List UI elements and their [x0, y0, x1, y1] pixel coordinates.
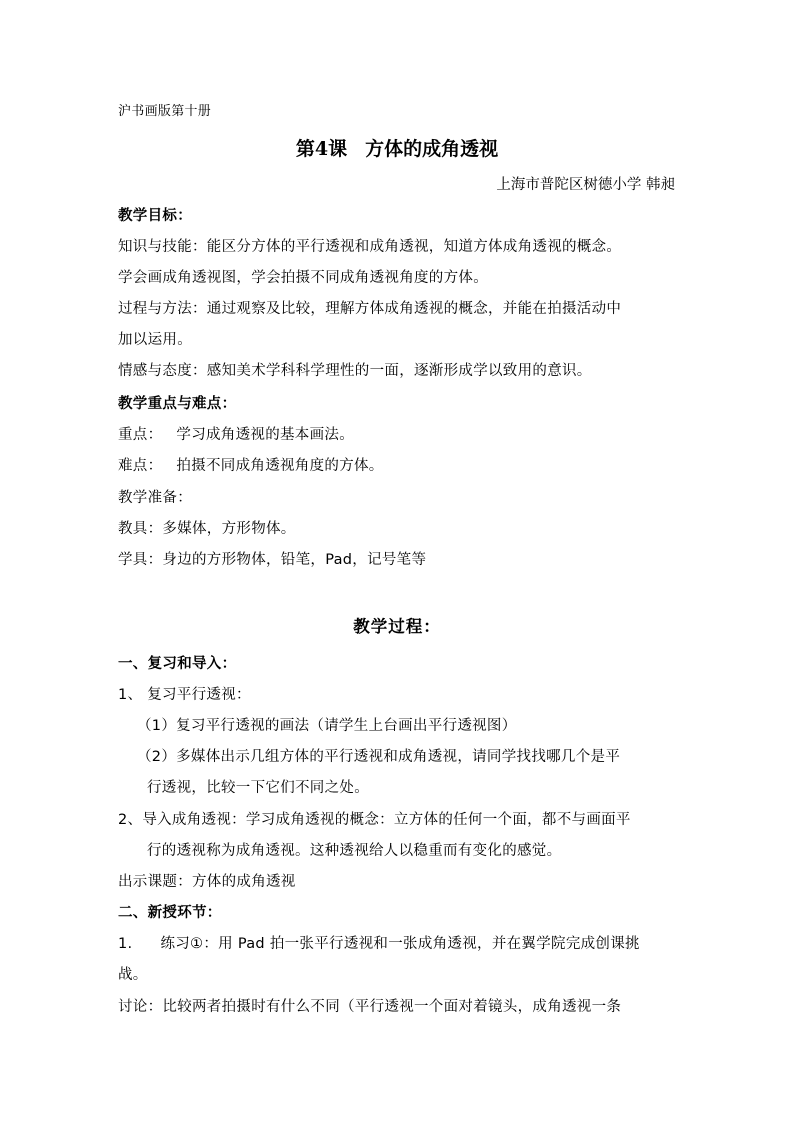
section2-exercise-line1 [118, 934, 640, 954]
teacher-tools: 教具：多媒体，方形物体。 [118, 521, 296, 537]
section1-item2-line2: 行的透视称为成角透视。这种透视给人以稳重而有变化的感觉。 [147, 843, 562, 859]
process-heading: 教学过程： [353, 617, 441, 636]
lesson-topic: 方体的成角透视 [365, 138, 499, 160]
section1-item1: 1、 复习平行透视： [118, 687, 251, 703]
objective-attitude: 情感与态度：感知美术学科科学理性的一面，逐渐形成学以致用的意识。 [118, 363, 592, 379]
student-tools: 学具：身边的方形物体，铅笔，Pad，记号笔等 [118, 552, 427, 568]
focus-line [118, 425, 354, 445]
section1-heading: 一、复习和导入： [118, 656, 237, 672]
difficulty-text: 拍摄不同成角透视角度的方体。 [176, 458, 384, 474]
key-points-heading: 教学重点与难点： [118, 396, 237, 412]
section2-exercise-line2: 战。 [118, 967, 148, 983]
section1-item2-line1: 2、导入成角透视：学习成角透视的概念：立方体的任何一个面，都不与画面平 [118, 812, 631, 828]
objective-knowledge-line1: 知识与技能：能区分方体的平行透视和成角透视，知道方体成角透视的概念。 [118, 239, 622, 255]
section2-discussion: 讨论：比较两者拍摄时有什么不同（平行透视一个面对着镜头，成角透视一条 [118, 999, 622, 1015]
lesson-number: 第4课 [295, 138, 348, 160]
difficulty-label: 难点： [118, 458, 163, 474]
section2-heading: 二、新授环节： [118, 905, 222, 921]
series-label: 沪书画版第十册 [118, 104, 212, 119]
exercise-number: 1. [118, 936, 133, 952]
objective-process-line2: 加以运用。 [118, 332, 192, 348]
author-line: 上海市普陀区树德小学 韩昶 [496, 177, 675, 193]
focus-text: 学习成角透视的基本画法。 [176, 427, 355, 443]
section1-item1-sub2-line1: （2）多媒体出示几组方体的平行透视和成角透视，请同学找找哪几个是平 [137, 749, 621, 765]
objective-knowledge-line2: 学会画成角透视图，学会拍摄不同成角透视角度的方体。 [118, 270, 488, 286]
preparation-heading: 教学准备： [118, 490, 192, 506]
exercise-text: 练习①：用 Pad 拍一张平行透视和一张成角透视，并在翼学院完成创课挑 [160, 936, 640, 952]
objective-process-line1: 过程与方法：通过观察及比较，理解方体成角透视的概念，并能在拍摄活动中 [118, 301, 622, 317]
difficulty-line [118, 456, 384, 476]
section1-topic: 出示课题：方体的成角透视 [118, 874, 296, 890]
objectives-heading: 教学目标： [118, 208, 192, 224]
section1-item1-sub1: （1）复习平行透视的画法（请学生上台画出平行透视图） [137, 718, 517, 734]
section1-item1-sub2-line2: 行透视，比较一下它们不同之处。 [147, 780, 369, 796]
lesson-title [0, 136, 794, 162]
focus-label: 重点： [118, 427, 163, 443]
